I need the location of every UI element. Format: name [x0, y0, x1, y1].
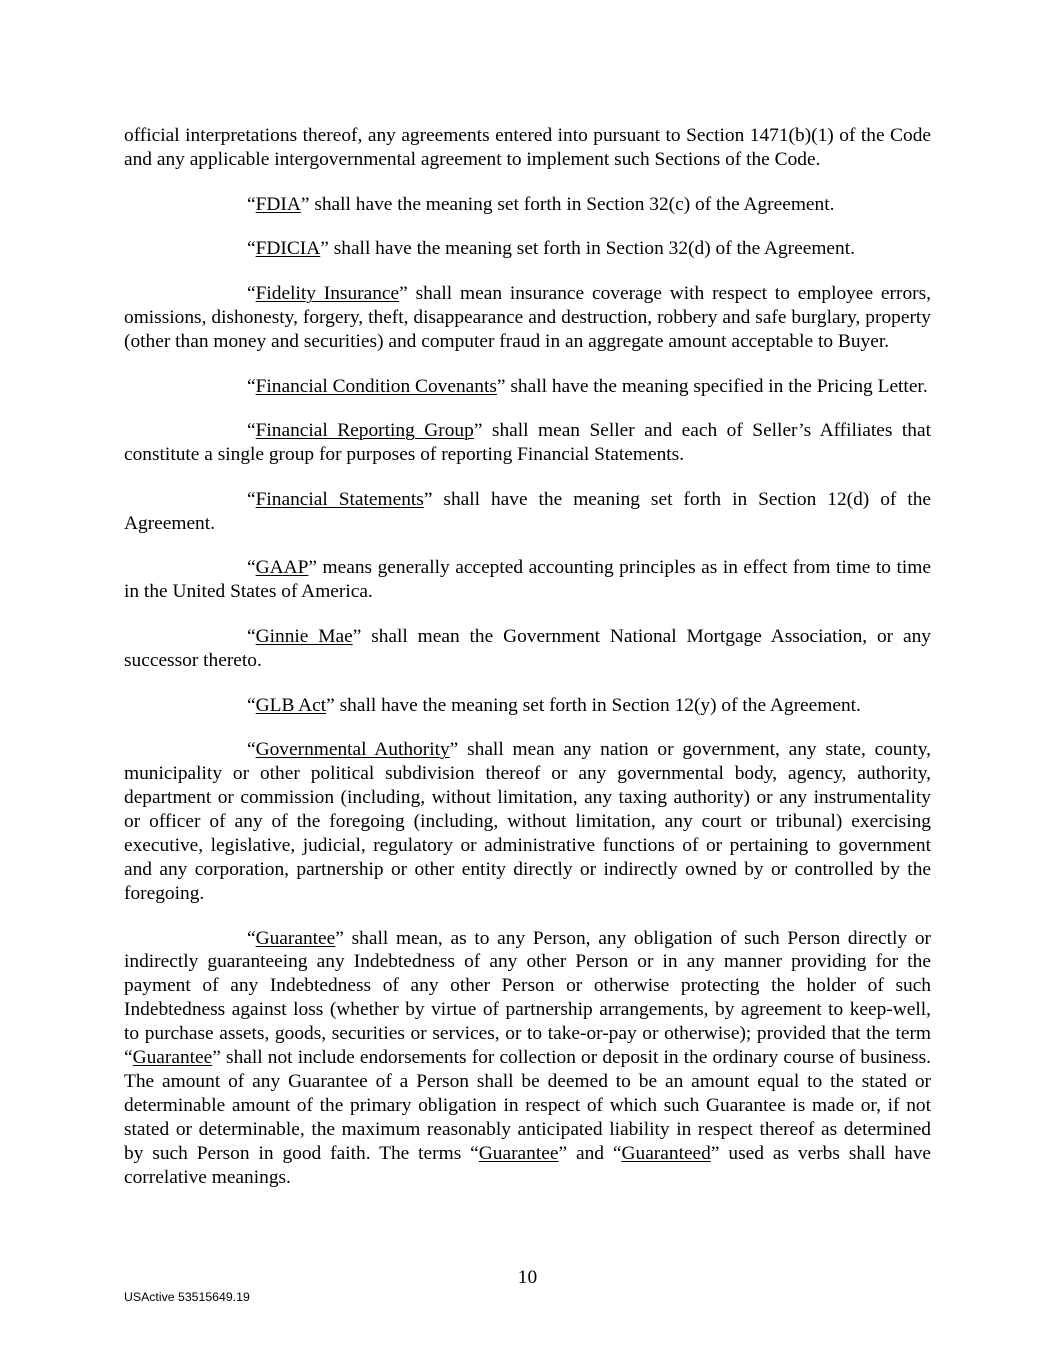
page-number: 10: [517, 1267, 538, 1288]
definition-financial-reporting-group: “Financial Reporting Group” shall mean Seller and each of Seller’s Affiliates that constitute a single group for purposes of reporting Financial Statements.: [124, 420, 931, 466]
defined-term: FDICIA: [255, 238, 321, 260]
definition-governmental-authority: “Governmental Authority” shall mean any nation or government, any state, county, municipality or other political subdivision thereof or any governmental body, agency, authority, department or commission (including, without limitation, any taxing authority) or any instrumentality or officer of any of the foregoing (including, without limitation, any court or tribunal) exercising executive, legislative, judicial, regulatory or administrative functions of or pertaining to government and any corporation, partnership or other entity directly or indirectly owned by or controlled by the foregoing.: [124, 739, 931, 904]
definition-guarantee: “Guarantee” shall mean, as to any Person, any obligation of such Person directly or indirectly guaranteeing any Indebtedness of any other Person or in any manner providing for the payment of any Indebtedness of any other Person or otherwise protecting the holder of such Indebtedness against loss (whether by virtue of partnership arrangements, by agreement to keep-well, to purchase assets, goods, securities or services, or to take-or-pay or otherwise); provided that the term “Guarantee” shall not include endorsements for collection or deposit in the ordinary course of business. The amount of any Guarantee of a Person shall be deemed to be an amount equal to the stated or determinable amount of the primary obligation in respect of which such Guarantee is made or, if not stated or determinable, the maximum reasonably anticipated liability in respect thereof as determined by such Person in good faith. The terms “Guarantee” and “Guaranteed” used as verbs shall have correlative meanings.: [124, 927, 931, 1188]
definition-text: ” and “: [558, 1142, 622, 1164]
defined-term: Financial Reporting Group: [255, 420, 474, 442]
definition-fidelity-insurance: “Fidelity Insurance” shall mean insurance coverage with respect to employee errors, omissions, dishonesty, forgery, theft, disappearance and destruction, robbery and safe burglary, property (other than money and securities) and computer fraud in an aggregate amount acceptable to Buyer.: [124, 283, 931, 352]
definition-glb-act: “GLB Act” shall have the meaning set forth in Section 12(y) of the Agreement.: [247, 694, 861, 716]
intro-text: official interpretations thereof, any agreements entered into pursuant to Section 1471(b)(1) of the Code and any applicable intergovernmental agreement to implement such Sections of the Code.: [124, 125, 931, 170]
definition-financial-condition-covenants: “Financial Condition Covenants” shall have the meaning specified in the Pricing Letter.: [247, 375, 928, 397]
definition-text: ” used as verbs shall have correlative meanings.: [124, 1142, 931, 1188]
defined-term: Guarantee: [132, 1047, 213, 1069]
defined-term: GLB Act: [255, 694, 327, 716]
definition-fdicia: “FDICIA” shall have the meaning set forth in Section 32(d) of the Agreement.: [247, 238, 855, 260]
definition-text: ” shall mean, as to any Person, any obligation of such Person directly or indirectly guaranteeing any Indebtedness of any other Person or in any manner providing for the payment of any Indebtedness of any other Person or otherwise protecting the holder of such Indebtedness against loss (whether by virtue of partnership arrangements, by agreement to keep-well, to purchase assets, goods, securities or services, or to take-or-pay or otherwise); provided that the term “: [124, 927, 931, 1069]
defined-term: Guarantee: [478, 1142, 559, 1164]
definition-text: ” shall mean Seller and each of Seller’s Affiliates that constitute a single group for purposes of reporting Financial Statements.: [124, 420, 931, 466]
defined-term: Governmental Authority: [255, 739, 450, 761]
definition-text: ” shall have the meaning set forth in Section 12(y) of the Agreement.: [326, 694, 861, 716]
definition-fdia: “FDIA” shall have the meaning set forth in Section 32(c) of the Agreement.: [247, 193, 835, 215]
definition-text: ” shall have the meaning set forth in Section 32(c) of the Agreement.: [300, 193, 835, 215]
document-page: [124, 124, 931, 1210]
definition-text: ” shall have the meaning set forth in Section 32(d) of the Agreement.: [320, 238, 855, 260]
definition-text: ” shall have the meaning specified in the Pricing Letter.: [496, 375, 928, 397]
defined-term: Financial Statements: [255, 488, 424, 510]
definition-text: ” shall mean any nation or government, any state, county, municipality or other political subdivision thereof or any governmental body, agency, authority, department or commission (including, without limitation, any taxing authority) or any instrumentality or officer of any of the foregoing (including, without limitation, any court or tribunal) exercising executive, legislative, judicial, regulatory or administrative functions of or pertaining to government and any corporation, partnership or other entity directly or indirectly owned by or controlled by the foregoing.: [124, 739, 931, 904]
document-id-footer: USActive 53515649.19: [124, 1290, 250, 1304]
definition-text: ” shall mean insurance coverage with respect to employee errors, omissions, dishonesty, forgery, theft, disappearance and destruction, robbery and safe burglary, property (other than money and securities) and computer fraud in an aggregate amount acceptable to Buyer.: [124, 283, 931, 352]
defined-term: FDIA: [255, 193, 301, 215]
defined-term: Fidelity Insurance: [255, 283, 400, 305]
definition-text: ” shall not include endorsements for collection or deposit in the ordinary course of business. The amount of any Guarantee of a Person shall be deemed to be an amount equal to the stated or determinable amount of the primary obligation in respect of which such Guarantee is made or, if not stated or determinable, the maximum reasonably anticipated liability in respect thereof as determined by such Person in good faith. The terms “: [124, 1047, 931, 1164]
defined-term: Ginnie Mae: [255, 626, 353, 648]
definition-text: ” means generally accepted accounting principles as in effect from time to time in the United States of America.: [124, 557, 931, 603]
definition-text: ” shall have the meaning set forth in Section 12(d) of the Agreement.: [124, 488, 932, 534]
defined-term: Financial Condition Covenants: [255, 375, 497, 397]
definition-gaap: “GAAP” means generally accepted accounting principles as in effect from time to time in the United States of America.: [124, 557, 931, 603]
intro-paragraph: [124, 124, 931, 172]
defined-term: GAAP: [255, 557, 309, 579]
definition-text: ” shall mean the Government National Mortgage Association, or any successor thereto.: [124, 626, 932, 671]
defined-term: Guarantee: [255, 927, 336, 949]
definition-ginnie-mae: “Ginnie Mae” shall mean the Government National Mortgage Association, or any successor thereto.: [124, 626, 932, 671]
definition-financial-statements: “Financial Statements” shall have the meaning set forth in Section 12(d) of the Agreement.: [124, 488, 932, 534]
defined-term: Guaranteed: [621, 1142, 711, 1164]
